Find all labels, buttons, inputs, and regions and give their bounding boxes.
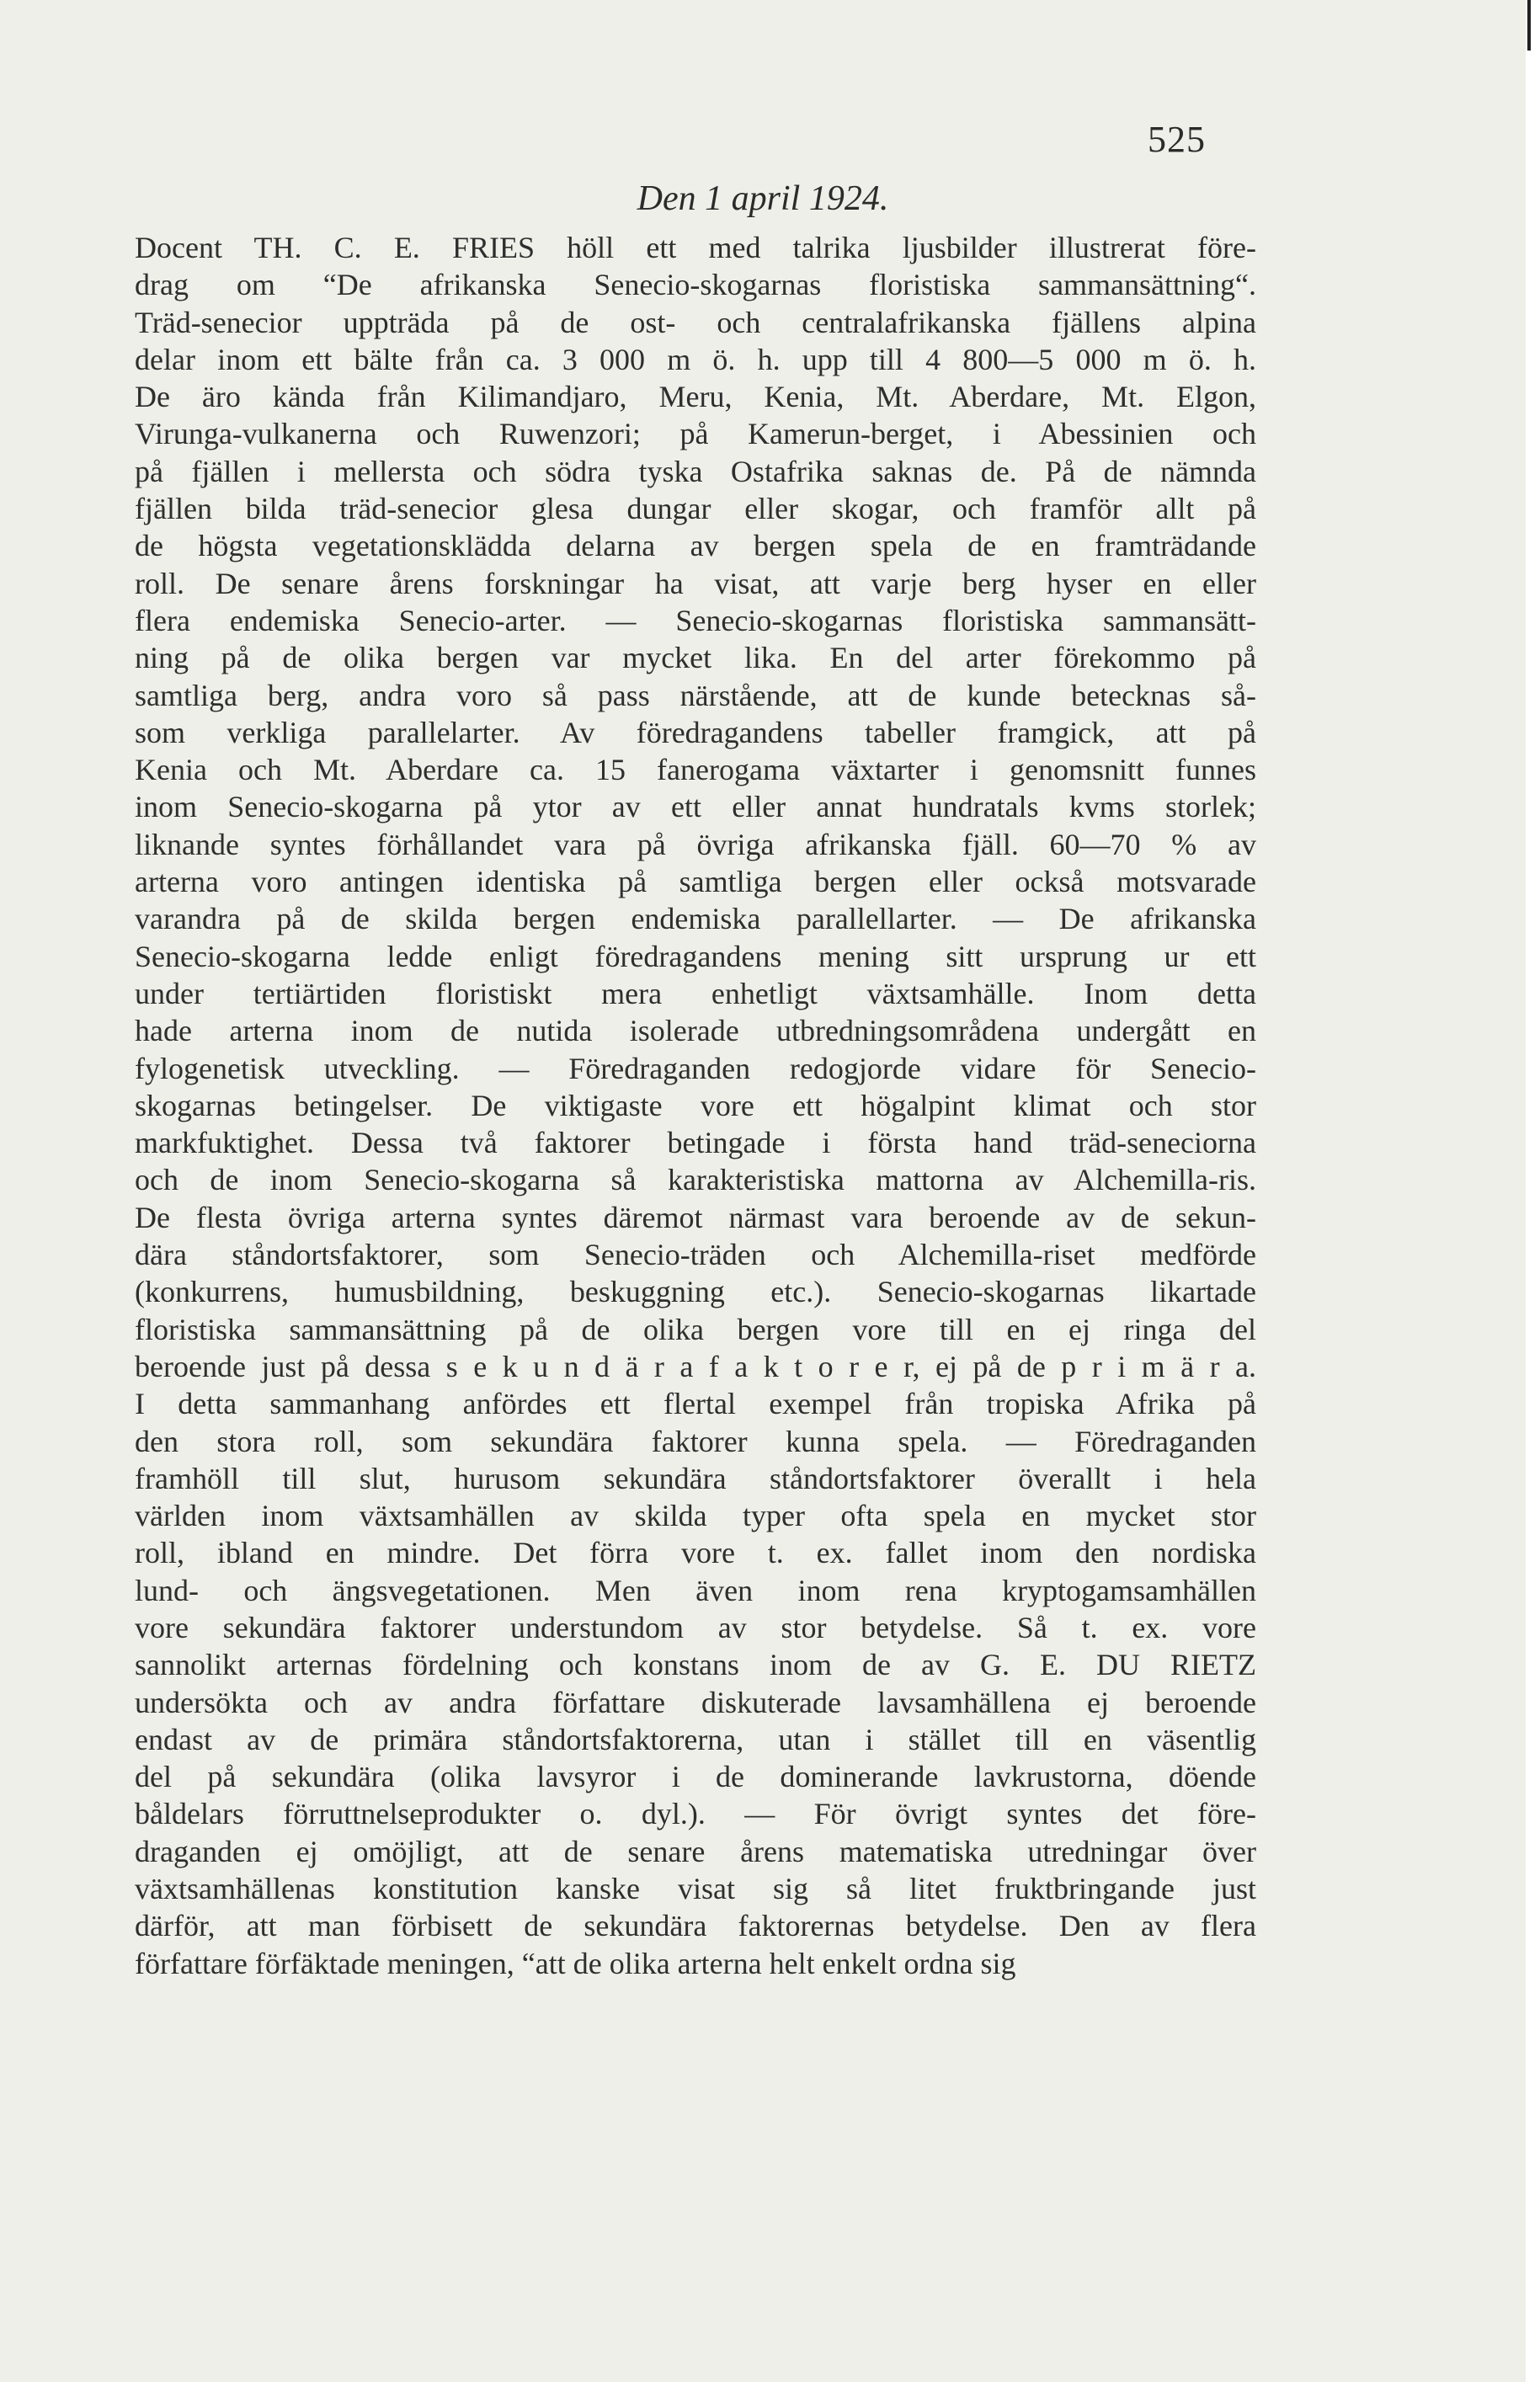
text-line: på fjällen i mellersta och södra tyska Ostafrika saknas de. På de nämnda — [135, 454, 1256, 488]
text-line: framhöll till slut, hurusom sekundära ståndortsfaktorer överallt i hela — [135, 1461, 1256, 1495]
text-line: båldelars förruttnelseprodukter o. dyl.). — För övrigt syntes det före- — [135, 1797, 1256, 1831]
text-line: De flesta övriga arterna syntes däremot närmast vara beroende av de sekun- — [135, 1200, 1256, 1234]
text-line: I detta sammanhang anfördes ett flertal exempel från tropiska Afrika på — [135, 1387, 1256, 1421]
text-line: Träd-senecior uppträda på de ost- och centralafrikanska fjällens alpina — [135, 305, 1256, 339]
text-line: inom Senecio-skogarna på ytor av ett eller annat hundratals kvms storlek; — [135, 790, 1256, 824]
text-line: ning på de olika bergen var mycket lika. En del arter förekommo på — [135, 641, 1256, 675]
text-line: fylogenetisk utveckling. — Föredraganden redogjorde vidare för Senecio- — [135, 1051, 1256, 1085]
text-line: floristiska sammansättning på de olika bergen vore till en ej ringa del — [135, 1312, 1256, 1346]
text-line: roll. De senare årens forskningar ha visat, att varje berg hyser en eller — [135, 566, 1256, 600]
text-line: undersökta och av andra författare diskuterade lavsamhällena ej beroende — [135, 1685, 1256, 1719]
text-line: arterna voro antingen identiska på samtliga bergen eller också motsvarade — [135, 865, 1256, 899]
page-edge — [1526, 0, 1540, 2382]
text-line: beroende just på dessa s e k u n d ä r a f a k t o r e r, ej på de p r i m ä r a. — [135, 1349, 1256, 1383]
text-line: växtsamhällenas konstitution kanske visat sig så litet fruktbringande just — [135, 1872, 1256, 1906]
text-line: under tertiärtiden floristiskt mera enhetligt växtsamhälle. Inom detta — [135, 976, 1256, 1010]
text-line: den stora roll, som sekundära faktorer kunna spela. — Föredraganden — [135, 1424, 1256, 1458]
text-line: och de inom Senecio-skogarna så karakteristiska mattorna av Alchemilla-ris. — [135, 1163, 1256, 1197]
text-line: markfuktighet. Dessa två faktorer betingade i första hand träd-seneciorna — [135, 1126, 1256, 1160]
text-line: fjällen bilda träd-senecior glesa dungar eller skogar, och framför allt på — [135, 492, 1256, 526]
text-line: världen inom växtsamhällen av skilda typer ofta spela en mycket stor — [135, 1499, 1256, 1533]
text-line: Docent TH. C. E. FRIES höll ett med talrika ljusbilder illustrerat före- — [135, 231, 1256, 264]
text-line: drag om “De afrikanska Senecio-skogarnas floristiska sammansättning“. — [135, 268, 1256, 302]
text-line: Senecio-skogarna ledde enligt föredragandens mening sitt ursprung ur ett — [135, 939, 1256, 973]
text-line: flera endemiska Senecio-arter. — Senecio-skogarnas floristiska sammansätt- — [135, 603, 1256, 637]
text-line: författare förfäktade meningen, “att de olika arterna helt enkelt ordna sig — [135, 1946, 1016, 1980]
text-line: roll, ibland en mindre. Det förra vore t. ex. fallet inom den nordiska — [135, 1536, 1256, 1570]
text-line: hade arterna inom de nutida isolerade utbredningsområdena undergått en — [135, 1014, 1256, 1048]
text-line: liknande syntes förhållandet vara på övriga afrikanska fjäll. 60—70 % av — [135, 827, 1256, 861]
text-line: (konkurrens, humusbildning, beskuggning etc.). Senecio-skogarnas likartade — [135, 1275, 1256, 1309]
text-line: delar inom ett bälte från ca. 3 000 m ö. h. upp till 4 800—5 000 m ö. h. — [135, 342, 1256, 376]
text-line: Kenia och Mt. Aberdare ca. 15 fanerogama växtarter i genomsnitt funnes — [135, 753, 1256, 787]
text-line: vore sekundära faktorer understundom av stor betydelse. Så t. ex. vore — [135, 1610, 1256, 1644]
text-line: de högsta vegetationsklädda delarna av bergen spela de en framträdande — [135, 529, 1256, 563]
text-line: lund- och ängsvegetationen. Men även inom rena kryptogamsamhällen — [135, 1573, 1256, 1607]
text-line: samtliga berg, andra voro så pass närstående, att de kunde betecknas så- — [135, 678, 1256, 712]
page-number: 525 — [1148, 119, 1206, 160]
text-line: draganden ej omöjligt, att de senare årens matematiska utredningar över — [135, 1834, 1256, 1868]
text-line: sannolikt arternas fördelning och konstans inom de av G. E. DU RIETZ — [135, 1648, 1256, 1682]
date-heading: Den 1 april 1924. — [637, 179, 889, 218]
text-line: därför, att man förbisett de sekundära faktorernas betydelse. Den av flera — [135, 1909, 1256, 1943]
text-line: del på sekundära (olika lavsyror i de dominerande lavkrustorna, döende — [135, 1760, 1256, 1794]
text-line: som verkliga parallelarter. Av föredragandens tabeller framgick, att på — [135, 715, 1256, 749]
text-line: varandra på de skilda bergen endemiska parallellarter. — De afrikanska — [135, 902, 1256, 936]
text-line: endast av de primära ståndortsfaktorerna, utan i stället till en väsentlig — [135, 1722, 1256, 1756]
edge-rule — [1527, 0, 1531, 51]
text-line: dära ståndortsfaktorer, som Senecio-träden och Alchemilla-riset medförde — [135, 1238, 1256, 1272]
text-line: skogarnas betingelser. De viktigaste vore ett högalpint klimat och stor — [135, 1088, 1256, 1122]
body-text — [135, 229, 1256, 1982]
text-line: De äro kända från Kilimandjaro, Meru, Kenia, Mt. Aberdare, Mt. Elgon, — [135, 380, 1256, 414]
text-line: Virunga-vulkanerna och Ruwenzori; på Kamerun-berget, i Abessinien och — [135, 417, 1256, 451]
